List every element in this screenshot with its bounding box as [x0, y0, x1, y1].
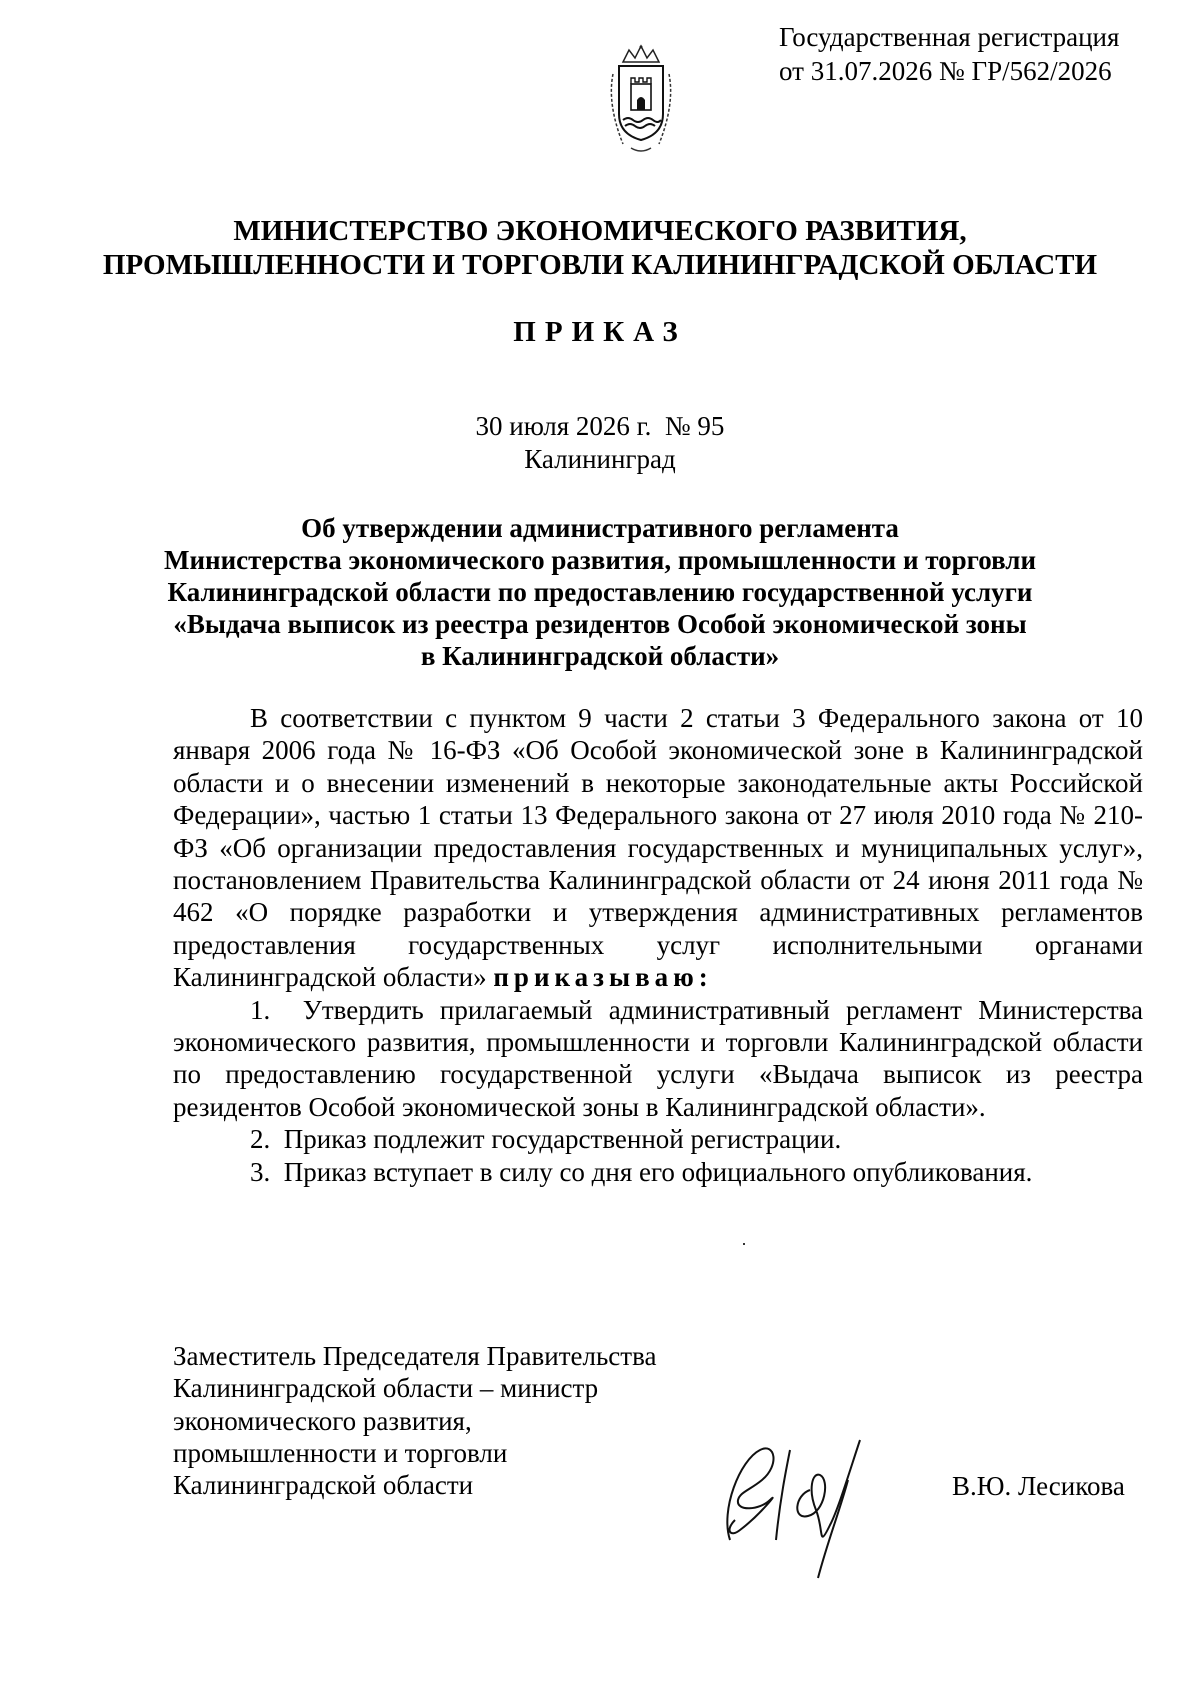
ministry-name-line1: МИНИСТЕРСТВО ЭКОНОМИЧЕСКОГО РАЗВИТИЯ,	[233, 215, 967, 247]
order-item-text: Утвердить прилагаемый административный регламент Министерства экономического развития, промышленности и торговли Калининградской области по предоставлению государственной услуги «Выдача выписок из реестра резидентов Особой экономической зоны в Калининградской области».	[173, 994, 1143, 1122]
preamble-text: В соответствии с пунктом 9 части 2 статьи 3 Федерального закона от 10 января 2006 года № 16-ФЗ «Об Особой экономической зоне в Калининградской области и о внесении изменений в некоторые законодательные акты Российской Федерации», частью 1 статьи 13 Федерального закона от 27 июля 2010 года № 210-ФЗ «Об организации предоставления государственных и муниципальных услуг», постановлением Правительства Калининградской области от 24 июня 2011 года № 462 «О порядке разработки и утверждения административных регламентов предоставления государственных услуг исполнительными органами Калининградской области»	[173, 703, 1143, 993]
position-line3: экономического развития,	[173, 1405, 472, 1436]
city: Калининград	[524, 444, 676, 474]
order-item-number: 1.	[250, 994, 271, 1025]
subject-line3: Калининградской области по предоставлению государственной услуги	[167, 577, 1033, 607]
kaliningrad-coat-of-arms-icon	[601, 44, 681, 156]
order-item-1	[173, 994, 1143, 1124]
order-item-number: 2.	[250, 1124, 271, 1155]
subject-line2: Министерства экономического развития, промышленности и торговли	[163, 545, 1037, 575]
document-body	[173, 702, 1143, 1188]
ministry-name	[0, 214, 1200, 282]
order-item-3	[173, 1156, 1143, 1188]
order-item-2	[173, 1123, 1143, 1155]
subject-line4: «Выдача выписок из реестра резидентов Особой экономической зоны	[173, 609, 1027, 639]
subject-line1: Об утверждении административного регламента	[301, 513, 899, 543]
ministry-name-line2: ПРОМЫШЛЕННОСТИ И ТОРГОВЛИ КАЛИНИНГРАДСКОЙ ОБЛАСТИ	[102, 249, 1098, 281]
order-word: приказываю	[493, 962, 699, 993]
signer-name: В.Ю. Лесикова	[952, 1471, 1125, 1501]
preamble-paragraph	[173, 702, 1143, 994]
signatory-position	[173, 1340, 656, 1501]
document-type: ПРИКАЗ	[513, 316, 687, 348]
position-line4: промышленности и торговли	[173, 1437, 508, 1468]
subject-line5: в Калининградской области»	[420, 641, 780, 671]
handwritten-signature	[700, 1420, 900, 1580]
order-item-text: Приказ вступает в силу со дня его официального опубликования.	[283, 1156, 1033, 1187]
date-number: 30 июля 2026 г. № 95	[475, 411, 725, 441]
date-place-block	[0, 410, 1200, 476]
document-subject	[120, 512, 1080, 672]
registration-number: от 31.07.2026 № ГР/562/2026	[779, 56, 1112, 86]
position-line5: Калининградской области	[173, 1470, 474, 1501]
position-line1: Заместитель Председателя Правительства	[173, 1341, 657, 1371]
scan-speck	[743, 1243, 745, 1245]
position-line2: Калининградской области – министр	[173, 1373, 599, 1404]
order-item-text: Приказ подлежит государственной регистрации.	[283, 1124, 842, 1155]
order-colon: :	[698, 962, 708, 993]
order-item-number: 3.	[250, 1156, 271, 1187]
registration-stamp	[779, 20, 1119, 88]
registration-label: Государственная регистрация	[779, 22, 1120, 52]
